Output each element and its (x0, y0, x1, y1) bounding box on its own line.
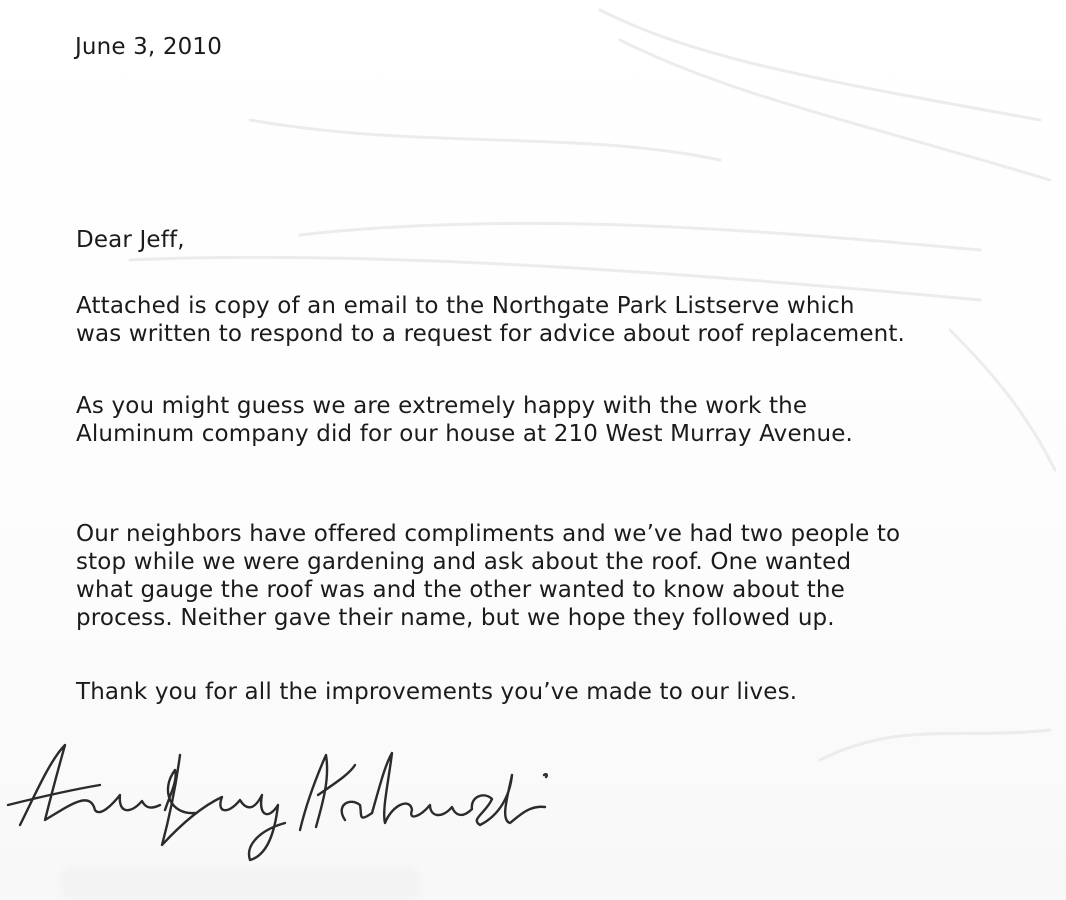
paragraph-thanks (76, 678, 797, 706)
paragraph-listserve (76, 292, 905, 348)
paragraph-line: what gauge the roof was and the other wanted to know about the (76, 577, 845, 603)
paragraph-line: Thank you for all the improvements you’ve made to our lives. (76, 679, 798, 705)
paragraph-line: As you might guess we are extremely happy with the work the (76, 393, 808, 419)
paragraph-neighbors (76, 520, 900, 632)
paragraph-line: process. Neither gave their name, but we hope they followed up. (76, 605, 835, 631)
paragraph-line: Our neighbors have offered compliments and we’ve had two people to (76, 521, 901, 547)
paragraph-line: Aluminum company did for our house at 210 West Murray Avenue. (76, 421, 853, 447)
letter-salutation: Dear Jeff, (76, 227, 185, 253)
paragraph-line: Attached is copy of an email to the Northgate Park Listserve which (76, 293, 855, 319)
paragraph-line: stop while we were gardening and ask about the roof. One wanted (76, 549, 852, 575)
scan-smudge (60, 866, 420, 900)
handwritten-signature (0, 735, 560, 865)
paragraph-happy (76, 392, 853, 448)
paragraph-line: was written to respond to a request for advice about roof replacement. (76, 321, 905, 347)
letter-date: June 3, 2010 (75, 34, 222, 60)
